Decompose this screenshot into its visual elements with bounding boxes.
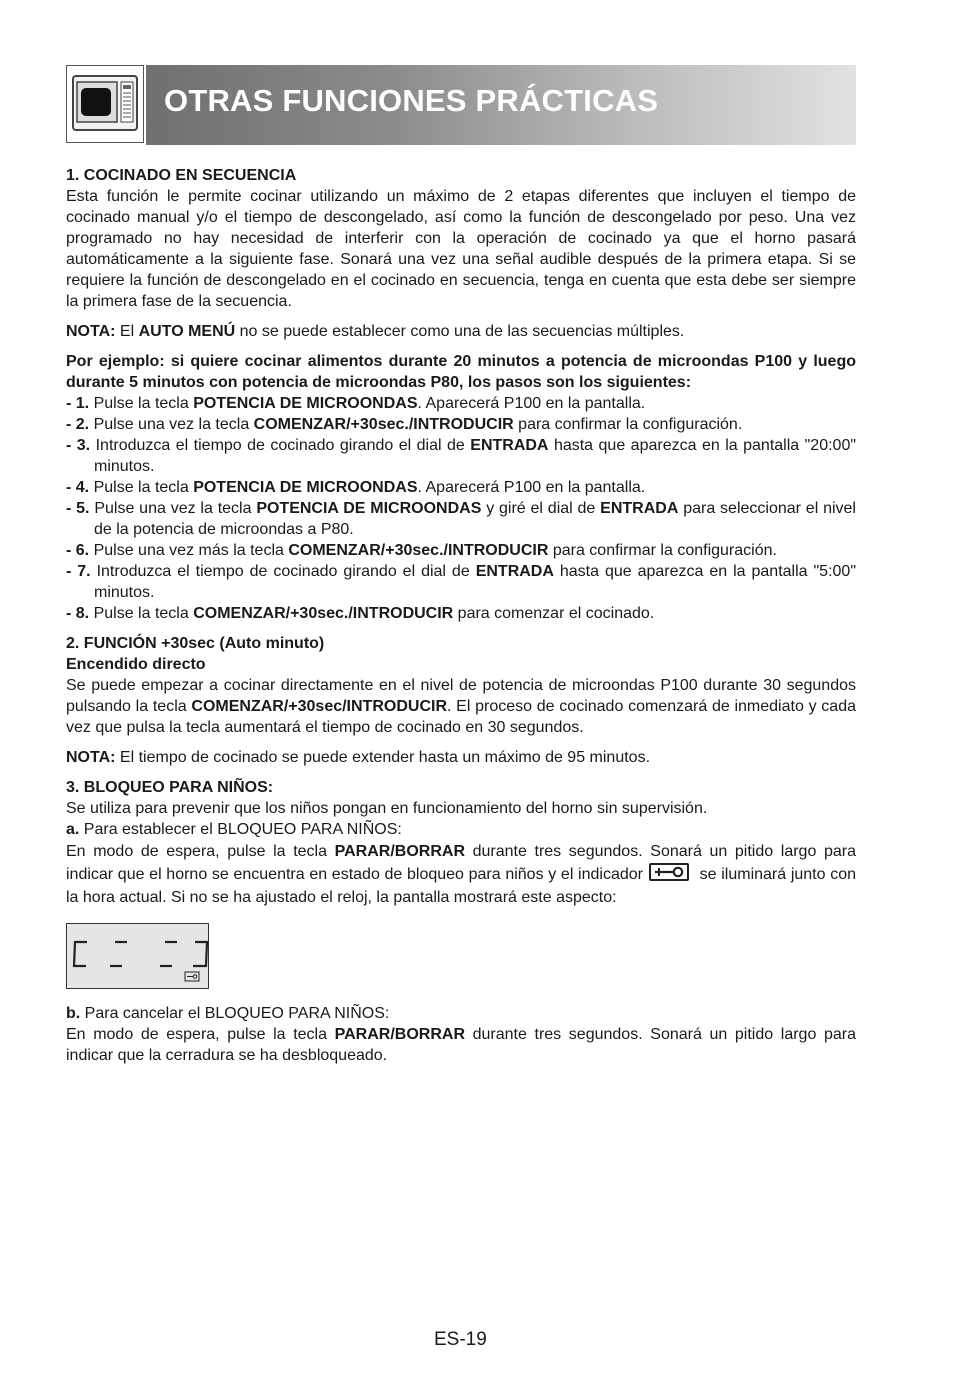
item-text: Para cancelar el BLOQUEO PARA NIÑOS: bbox=[80, 1005, 390, 1022]
body-text: durante tres segundos. Sonará un pitido largo para indicar que el horno se encuentra en estado de bloqueo para niños y el indicador bbox=[66, 843, 857, 883]
section-1-body: Esta función le permite cocinar utilizando un máximo de 2 etapas diferentes que incluyen el tiempo de cocinado manual y/o el tiempo de descongelado, así como la función de descongelado por peso. Una vez programado no hay necesidad de interferir con la operación de cocinado ya que el horno pasará automáticamente a la siguiente fase. Sonará una vez una señal audible después de la primera etapa. Si se requiere la función de descongelado en el cocinado en secuencia, tenga en cuenta que esta debe ser siempre la primera fase de la secuencia. bbox=[66, 188, 856, 310]
note-text-end: no se puede establecer como una de las secuencias múltiples. bbox=[235, 323, 685, 340]
step-number: - 6. bbox=[66, 542, 90, 559]
body-text-end: durante tres segundos. Sonará un pitido largo para indicar que la cerradura se ha desbloqueado. bbox=[66, 1026, 857, 1064]
section-2-body bbox=[66, 675, 856, 738]
section-1-example: Por ejemplo: si quiere cocinar alimentos durante 20 minutos a potencia de microondas P100 y luego durante 5 minutos con potencia de microondas P80, los pasos son los siguientes: bbox=[66, 353, 856, 391]
body-text: En modo de espera, pulse la tecla bbox=[66, 1026, 335, 1043]
step-text: hasta que aparezca en la pantalla "5:00" minutos. bbox=[94, 563, 857, 601]
step-number: - 8. bbox=[66, 605, 90, 622]
step-number: - 5. bbox=[66, 500, 90, 517]
note-bold: AUTO MENÚ bbox=[138, 323, 236, 340]
step-text: para confirmar la configuración. bbox=[548, 542, 777, 559]
step-key: COMENZAR/+30sec./INTRODUCIR bbox=[193, 605, 454, 622]
step-item bbox=[66, 540, 856, 561]
body-text: En modo de espera, pulse la tecla bbox=[66, 843, 335, 860]
page-content bbox=[66, 165, 856, 1066]
lcd-display bbox=[66, 923, 209, 989]
step-item bbox=[66, 603, 856, 624]
section-1-note bbox=[66, 321, 856, 342]
step-text: Introduzca el tiempo de cocinado girando el dial de bbox=[90, 437, 471, 454]
step-number: - 4. bbox=[66, 479, 90, 496]
body-key: PARAR/BORRAR bbox=[334, 843, 465, 860]
step-item bbox=[66, 435, 856, 477]
body-text-end: . El proceso de cocinado comenzará de inmediato y cada vez que pulsa la tecla aumentará el tiempo de cocinado en 30 segundos. bbox=[66, 698, 857, 736]
section-3a-heading bbox=[66, 819, 856, 840]
step-text: Pulse la tecla bbox=[89, 605, 194, 622]
step-text: . Aparecerá P100 en la pantalla. bbox=[417, 395, 646, 412]
section-2-subtitle: Encendido directo bbox=[66, 656, 206, 673]
step-text: para comenzar el cocinado. bbox=[453, 605, 655, 622]
item-text: Para establecer el BLOQUEO PARA NIÑOS: bbox=[79, 821, 402, 838]
step-text: Pulse la tecla bbox=[89, 395, 194, 412]
section-3b-body bbox=[66, 1024, 856, 1066]
step-item bbox=[66, 414, 856, 435]
step-number: - 2. bbox=[66, 416, 90, 433]
section-1-title: 1. COCINADO EN SECUENCIA bbox=[66, 167, 297, 184]
note-text: El bbox=[115, 323, 139, 340]
section-2-title: 2. FUNCIÓN +30sec (Auto minuto) bbox=[66, 635, 325, 652]
step-key: POTENCIA DE MICROONDAS bbox=[256, 500, 482, 517]
section-3-intro: Se utiliza para prevenir que los niños pongan en funcionamiento del horno sin supervisión. bbox=[66, 800, 708, 817]
body-text: Se puede empezar a cocinar directamente en el nivel de potencia de microondas P100 durante 30 segundos pulsando la tecla bbox=[66, 677, 856, 715]
step-key: POTENCIA DE MICROONDAS bbox=[193, 395, 418, 412]
step-item bbox=[66, 393, 856, 414]
step-key: POTENCIA DE MICROONDAS bbox=[193, 479, 418, 496]
step-text: Pulse una vez la tecla bbox=[89, 416, 254, 433]
item-label: a. bbox=[66, 821, 80, 838]
body-text-end: se iluminará junto con la hora actual. Si no se ha ajustado el reloj, la pantalla mostrará este aspecto: bbox=[66, 866, 856, 906]
page-number: ES-19 bbox=[434, 1329, 487, 1350]
step-key: COMENZAR/+30sec./INTRODUCIR bbox=[253, 416, 514, 433]
step-item bbox=[66, 477, 856, 498]
section-2-note bbox=[66, 747, 856, 768]
step-text: Introduzca el tiempo de cocinado girando el dial de bbox=[90, 563, 476, 580]
lcd-segments bbox=[67, 924, 208, 988]
page-title: OTRAS FUNCIONES PRÁCTICAS bbox=[164, 83, 659, 118]
step-text: y giré el dial de bbox=[481, 500, 601, 517]
steps-list bbox=[66, 393, 856, 624]
step-key: ENTRADA bbox=[475, 563, 554, 580]
note-label: NOTA: bbox=[66, 323, 116, 340]
body-key: PARAR/BORRAR bbox=[334, 1026, 465, 1043]
section-3a-body bbox=[66, 840, 856, 909]
step-text: Pulse una vez más la tecla bbox=[89, 542, 289, 559]
step-number: - 3. bbox=[66, 437, 91, 454]
step-text: para seleccionar el nivel de la potencia de microondas a P80. bbox=[94, 500, 856, 538]
note-text: El tiempo de cocinado se puede extender hasta un máximo de 95 minutos. bbox=[115, 749, 651, 766]
note-label: NOTA: bbox=[66, 749, 116, 766]
step-key: ENTRADA bbox=[600, 500, 679, 517]
step-text: . Aparecerá P100 en la pantalla. bbox=[417, 479, 646, 496]
section-3-title: 3. BLOQUEO PARA NIÑOS: bbox=[66, 779, 274, 796]
step-item bbox=[66, 498, 856, 540]
step-key: COMENZAR/+30sec./INTRODUCIR bbox=[288, 542, 549, 559]
step-number: - 7. bbox=[66, 563, 91, 580]
section-3b-heading bbox=[66, 1003, 856, 1024]
microwave-icon bbox=[66, 65, 144, 143]
item-label: b. bbox=[66, 1005, 81, 1022]
step-item bbox=[66, 561, 856, 603]
step-text: Pulse una vez la tecla bbox=[89, 500, 257, 517]
page-header bbox=[66, 65, 856, 145]
step-number: - 1. bbox=[66, 395, 90, 412]
step-key: ENTRADA bbox=[470, 437, 549, 454]
step-text: Pulse la tecla bbox=[89, 479, 194, 496]
step-text: para confirmar la configuración. bbox=[513, 416, 743, 433]
body-key: COMENZAR/+30sec/INTRODUCIR bbox=[191, 698, 447, 715]
key-lock-icon bbox=[649, 863, 689, 881]
step-text: hasta que aparezca en la pantalla "20:00" minutos. bbox=[94, 437, 857, 475]
